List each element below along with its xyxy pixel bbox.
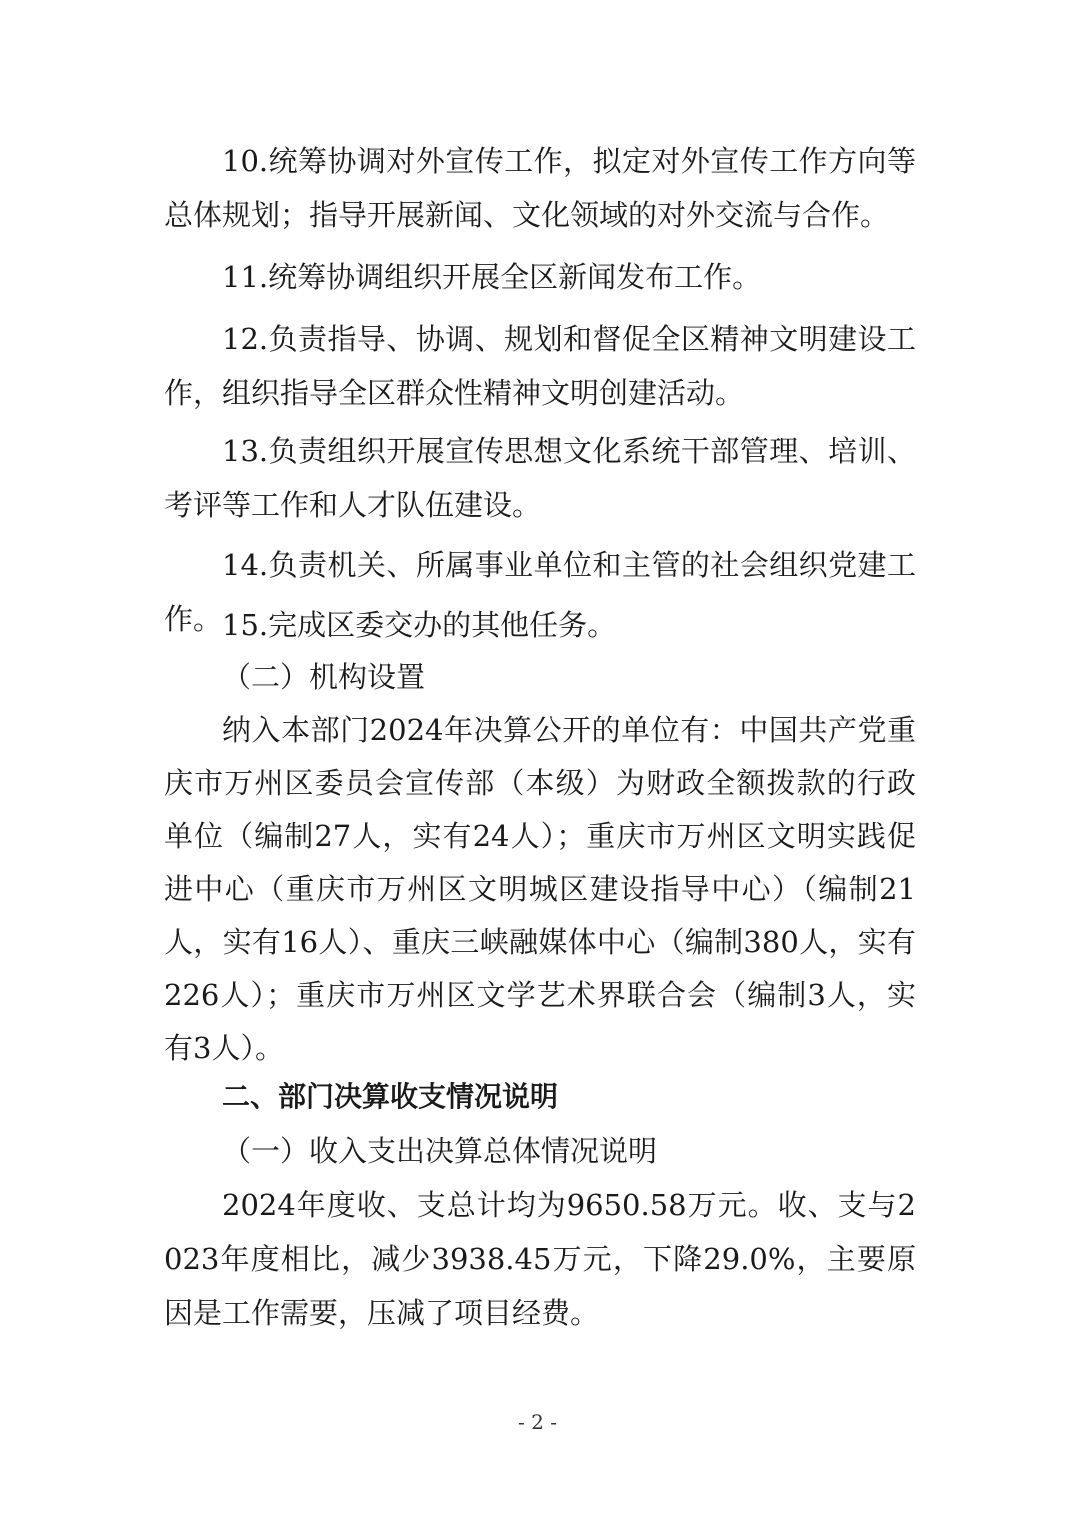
section-two-body: 2024年度收、支总计均为9650.58万元。收、支与2023年度相比，减少3938.45万元，下降29.0%，主要原因是工作需要，压减了项目经费。 [164, 1188, 916, 1330]
paragraph-text: 10.统筹协调对外宣传工作，拟定对外宣传工作方向等总体规划；指导开展新闻、文化领域的对外交流与合作。 [164, 144, 916, 232]
duty-item-13 [164, 424, 916, 532]
page-number: - 2 - [518, 1410, 557, 1434]
org-section-heading: （二）机构设置 [222, 660, 426, 694]
section-two-subheading: （一）收入支出决算总体情况说明 [222, 1134, 658, 1168]
paragraph-text: 14.负责机关、所属事业单位和主管的社会组织党建工作。 [164, 548, 916, 636]
paragraph-text: 11.统筹协调组织开展全区新闻发布工作。 [222, 260, 762, 294]
section-two-heading: 二、部门决算收支情况说明 [222, 1080, 559, 1113]
duty-item-10 [164, 134, 916, 242]
org-section-body: 纳入本部门2024年决算公开的单位有：中国共产党重庆市万州区委员会宣传部（本级）为财政全额拨款的行政单位（编制27人，实有24人）；重庆市万州区文明实践促进中心（重庆市万州区文明城区建设指导中心）（编制21人，实有16人）、重庆三峡融媒体中心（编制380人，实有226人）；重庆市万州区文学艺术界联合会（编制3人，实有3人）。 [164, 713, 916, 1065]
paragraph-text: 15.完成区委交办的其他任务。 [222, 608, 617, 642]
paragraph-text: 12.负责指导、协调、规划和督促全区精神文明建设工作，组织指导全区群众性精神文明创建活动。 [164, 322, 916, 410]
org-section [164, 650, 916, 1075]
duty-item-12 [164, 312, 916, 420]
paragraph-text: 13.负责组织开展宣传思想文化系统干部管理、培训、考评等工作和人才队伍建设。 [164, 434, 916, 522]
section-two [164, 1070, 916, 1340]
duty-item-11 [164, 250, 916, 304]
duty-item-15 [164, 598, 916, 652]
